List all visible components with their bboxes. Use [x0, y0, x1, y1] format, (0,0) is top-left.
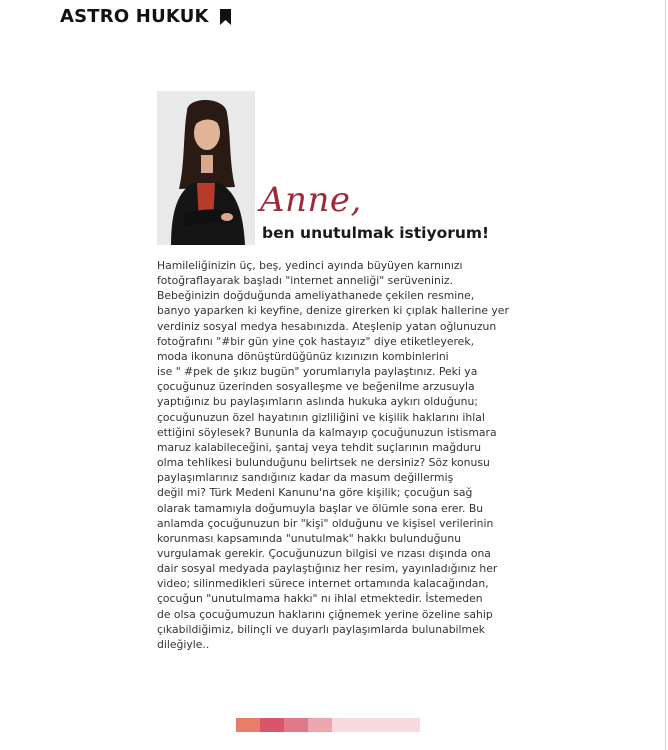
article-body [157, 258, 507, 652]
body-line: çocuğunuzun özel hayatının gizliliğini ve kişilik haklarını ihlal [157, 410, 485, 424]
body-line: vurgulamak gerekir. Çocuğunuzun bilgisi ve rızası dışında ona [157, 546, 491, 560]
page-edge-line [665, 0, 666, 750]
article-title-line2: ben unutulmak istiyorum! [262, 224, 490, 242]
body-line: ettiğini söylesek? Bununla da kalmayıp çocuğunuzun istismara [157, 425, 497, 439]
body-line: olma tehlikesi bulunduğunu belirtsek ne dersiniz? Söz konusu [157, 456, 490, 470]
body-line: de olsa çocuğumuzun haklarını çiğnemek yerine özeline sahip [157, 607, 493, 621]
body-line: anlamda çocuğunuzun bir "kişi" olduğunu ve kişisel verilerinin [157, 516, 494, 530]
body-line: maruz kalabileceğini, şantaj veya tehdit suçlarının mağduru [157, 440, 482, 454]
body-line: paylaşımlarınız sandığınız kadar da masum değillermiş [157, 471, 454, 485]
body-line: yaptığınız bu paylaşımların aslında hukuka aykırı olduğunu; [157, 395, 478, 409]
body-line: banyo yaparken ki keyfine, denize girerken ki çıplak hallerine yer [157, 304, 509, 318]
body-line: çıkabildiğimiz, bilinçli ve duyarlı paylaşımlarda bulunabilmek [157, 622, 485, 636]
body-line: Hamileliğinizin üç, beş, yedinci ayında büyüyen karnınızı [157, 259, 463, 272]
body-line: fotoğrafını "#bir gün yine çok hastayız" diye etiketleyerek, [157, 334, 475, 348]
body-line: ise " #pek de şıkız bugün" yorumlarıyla paylaştınız. Peki ya [157, 365, 478, 379]
body-line: dileğiyle.. [157, 637, 210, 651]
bookmark-icon[interactable] [220, 9, 231, 25]
article-title-line1: Anne, [260, 180, 362, 220]
color-bar-segment [236, 718, 260, 732]
body-line: dair sosyal medyada paylaştığınız her resim, yayınladığınız her [157, 562, 498, 576]
color-bar-segment [284, 718, 308, 732]
body-line: video; silinmedikleri sürece internet ortamında kalacağından, [157, 577, 489, 591]
body-line: fotoğraflayarak başladı "internet anneliği" serüveniniz. [157, 274, 453, 288]
body-line: moda ikonuna dönüştürdüğünüz kızınızın kombinlerini [157, 349, 449, 363]
brand-title: ASTRO HUKUK [60, 6, 209, 27]
body-line: Bebeğinizin doğduğunda ameliyathanede çekilen resmine, [157, 289, 475, 303]
color-bar-segment [308, 718, 332, 732]
author-photo [157, 91, 255, 245]
color-bar-segment [260, 718, 284, 732]
body-line: değil mi? Türk Medeni Kanunu'na göre kişilik; çocuğun sağ [157, 486, 473, 500]
body-line: olarak tamamıyla doğumuyla başlar ve ölümle sona erer. Bu [157, 501, 484, 515]
top-bar [0, 0, 668, 36]
body-line: verdiniz sosyal medya hesabınızda. Ateşlenip yatan oğlunuzun [157, 319, 497, 333]
body-line: korunması kapsamında "unutulmak" hakkı bulunduğunu [157, 531, 462, 545]
body-line: çocuğunuz üzerinden sosyalleşme ve beğenilme arzusuyla [157, 380, 475, 394]
color-bar-segment [332, 718, 420, 732]
color-bar [236, 718, 420, 732]
body-line: çocuğun "unutulmama hakkı" nı ihlal etmektedir. İstemeden [157, 592, 483, 606]
